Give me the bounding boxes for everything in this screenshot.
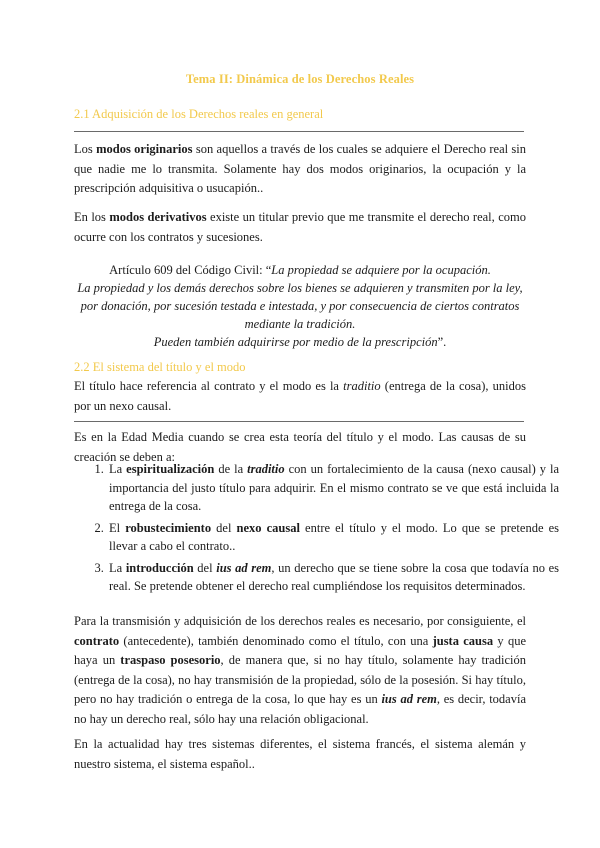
list-item: 2. El robustecimiento del nexo causal entre el título y el modo. Lo que se pretende es llevar a cabo el contrato..	[107, 519, 559, 556]
section-heading-2-2: 2.2 El sistema del título y el modo	[74, 360, 246, 374]
section-divider	[74, 131, 524, 132]
causes-list	[74, 460, 559, 599]
paragraph-titulo-modo: El título hace referencia al contrato y el modo es la traditio (entrega de la cosa), unidos por un nexo causal.	[74, 379, 526, 413]
document-title: Tema II: Dinámica de los Derechos Reales	[185, 72, 415, 86]
list-item: 3. La introducción del ius ad rem, un derecho que se tiene sobre la cosa que todavía no es real. Se pretende obtener el derecho real cumpliéndose los requisitos determinados.	[107, 559, 559, 596]
quote-line-3: Pueden también adquirirse por medio de la prescripción”.	[153, 335, 447, 349]
quote-line-1: Artículo 609 del Código Civil: “La propiedad se adquiere por la ocupación.	[109, 263, 491, 277]
paragraph-edad-media: Es en la Edad Media cuando se crea esta teoría del título y el modo. Las causas de su creación se deben a:	[74, 430, 526, 464]
quote-line-2: La propiedad y los demás derechos sobre los bienes se adquieren y transmiten por la ley, por donación, por sucesión testada e intestada, y por consecuencia de ciertos contratos mediante la tradición.	[77, 281, 523, 331]
paragraph-modos-derivativos: En los modos derivativos existe un titular previo que me transmite el derecho real, como ocurre con los contratos y sucesiones.	[74, 210, 526, 244]
paragraph-transmision: Para la transmisión y adquisición de los derechos reales es necesario, por consiguiente, el contrato (antecedente), también denominado como el título, con una justa causa y que haya un traspaso posesorio, de manera que, si no hay título, solamente hay tradición (entrega de la cosa), no hay transmisión de la propiedad, sólo de la posesión. Si hay título, pero no hay tradición o entrega de la cosa, lo que hay es un ius ad rem, es decir, todavía no hay un derecho real, sólo hay una relación obligacional.	[74, 614, 526, 726]
section-divider	[74, 421, 524, 422]
paragraph-modos-originarios: Los modos originarios son aquellos a través de los cuales se adquiere el Derecho real sin que nadie me lo transmita. Solamente hay dos modos originarios, la ocupación y la prescripción adquisitiva o usucapión..	[74, 142, 527, 195]
article-609-quote	[74, 261, 526, 351]
paragraph-sistemas: En la actualidad hay tres sistemas diferentes, el sistema francés, el sistema alemán y nuestro sistema, el sistema español..	[74, 737, 526, 771]
section-heading-2-1: 2.1 Adquisición de los Derechos reales en general	[74, 107, 324, 121]
list-item: 1. La espiritualización de la traditio con un fortalecimiento de la causa (nexo causal) y la importancia del justo título para adquirir. En el mismo contrato se ve que está incluida la entrega de la cosa.	[107, 460, 559, 516]
